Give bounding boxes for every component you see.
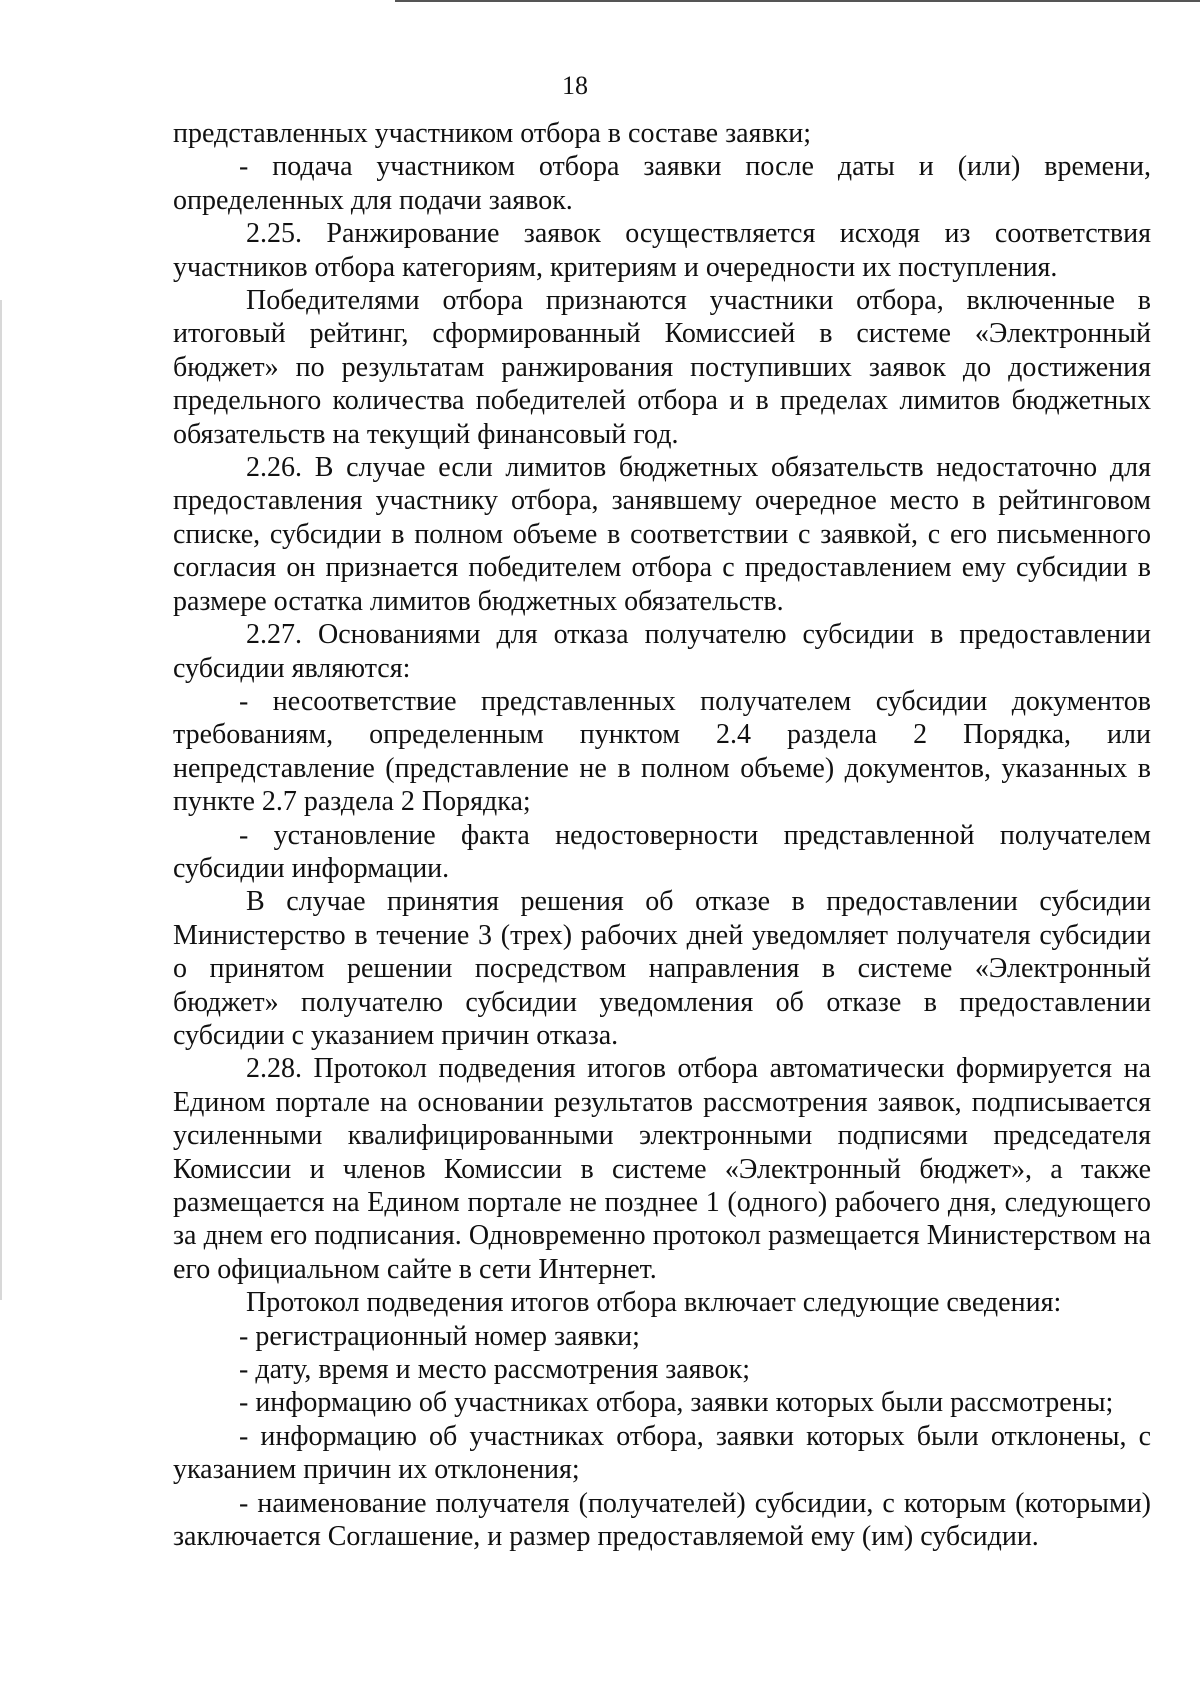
clause-2-27: 2.27. Основаниями для отказа получателю субсидии в предоставлении субсидии являются:: [173, 619, 1151, 684]
page-number: 18: [562, 71, 588, 100]
list-item-reviewed-participants: - информацию об участниках отбора, заявки которых были рассмотрены;: [239, 1387, 1114, 1419]
list-item-false-information: - установление факта недостоверности представленной получателем субсидии информации.: [173, 819, 1151, 884]
paragraph-refusal-notice: В случае принятия решения об отказе в предоставлении субсидии Министерство в течение 3 (трех) рабочих дней уведомляет получателя субсидии о принятом решении посредством направления в системе «Электронный бюджет» получателю субсидии уведомления об отказе в предоставлении субсидии с указанием причин отказа.: [173, 886, 1151, 1051]
list-item-registration-number: - регистрационный номер заявки;: [239, 1320, 640, 1352]
paragraph-continuation: представленных участником отбора в составе заявки;: [173, 118, 812, 149]
scan-edge-top: [395, 0, 1200, 2]
paragraph-protocol-contents: Протокол подведения итогов отбора включает следующие сведения:: [246, 1287, 1062, 1319]
clause-2-25: 2.25. Ранжирование заявок осуществляется исходя из соответствия участников отбора категориям, критериям и очередности их поступления.: [173, 218, 1151, 283]
scan-edge-left: [0, 300, 2, 1300]
clause-2-28: 2.28. Протокол подведения итогов отбора автоматически формируется на Едином портале на основании результатов рассмотрения заявок, подписывается усиленными квалифицированными электронными подписями председателя Комиссии и членов Комиссии в системе «Электронный бюджет», а также размещается на Едином портале не позднее 1 (одного) рабочего дня, следующего за днем его подписания. Одновременно протокол размещается Министерством на его официальном сайте в сети Интернет.: [173, 1053, 1151, 1285]
list-item-noncompliance: - несоответствие представленных получателем субсидии документов требованиям, определенным пунктом 2.4 раздела 2 Порядка, или непредставление (представление не в полном объеме) документов, указанных в пункте 2.7 раздела 2 Порядка;: [173, 685, 1151, 818]
paragraph-winners: Победителями отбора признаются участники отбора, включенные в итоговый рейтинг, сформированный Комиссией в системе «Электронный бюджет» по результатам ранжирования поступивших заявок до достижения предельного количества победителей отбора и в пределах лимитов бюджетных обязательств на текущий финансовый год.: [173, 285, 1151, 450]
clause-2-26: 2.26. В случае если лимитов бюджетных обязательств недостаточно для предоставления участнику отбора, занявшему очередное место в рейтинговом списке, субсидии в полном объеме в соответствии с заявкой, с его письменного согласия он признается победителем отбора с предоставлением ему субсидии в размере остатка лимитов бюджетных обязательств.: [173, 452, 1151, 617]
list-item-rejected-participants: - информацию об участниках отбора, заявки которых были отклонены, с указанием причин их отклонения;: [173, 1420, 1151, 1486]
document-body: [173, 117, 1151, 1553]
list-item-late-submission: - подача участником отбора заявки после даты и (или) времени, определенных для подачи заявок.: [173, 151, 1151, 216]
list-item-recipient-name: - наименование получателя (получателей) субсидии, с которым (которыми) заключается Соглашение, и размер предоставляемой ему (им) субсидии.: [173, 1487, 1151, 1553]
list-item-date-time-place: - дату, время и место рассмотрения заявок;: [239, 1354, 750, 1386]
